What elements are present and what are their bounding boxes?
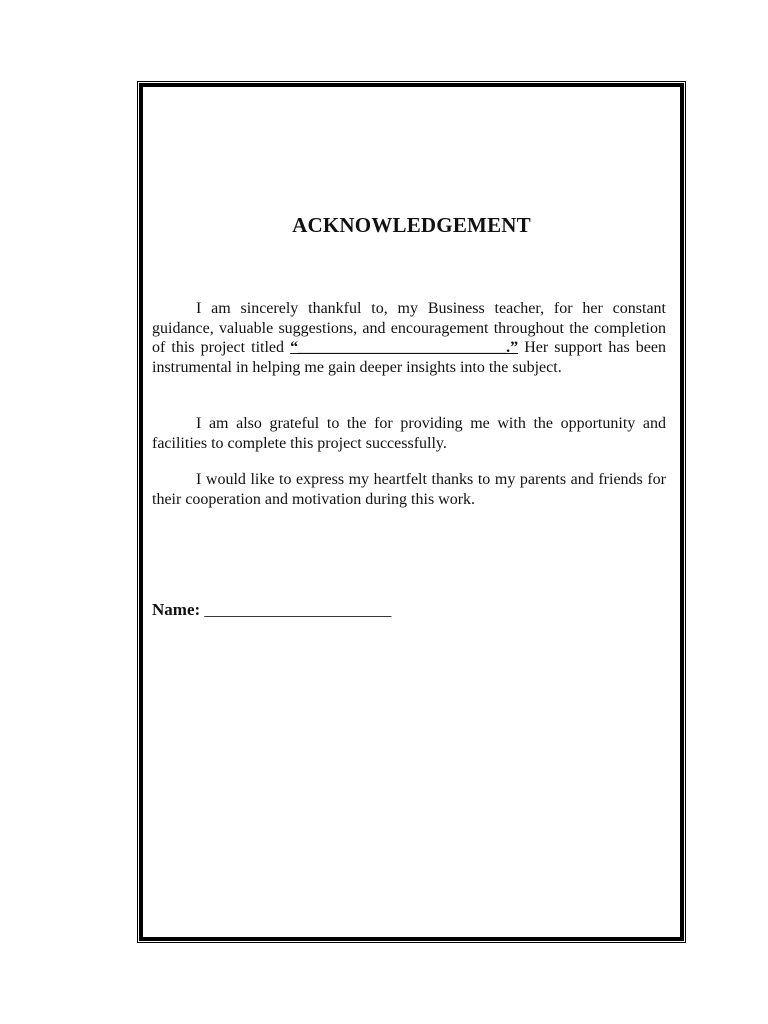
project-title-blank: “__________________________.” (290, 339, 519, 356)
name-blank: ______________________ (204, 600, 392, 619)
paragraph-thanks-parents: I would like to express my heartfelt thanks to my parents and friends for their cooperation and motivation during this work. (152, 471, 666, 508)
paragraph-thanks-institution: I am also grateful to the for providing me with the opportunity and facilities to complete this project successfully. (152, 415, 666, 452)
document-title: ACKNOWLEDGEMENT (292, 213, 531, 237)
name-line (152, 600, 391, 620)
page-border (139, 83, 684, 941)
name-label: Name: (152, 600, 201, 619)
paragraph1-text-after: Her support has been instrumental in helping me gain deeper insights into the subject. (152, 339, 667, 376)
paragraph1-text-before: I am sincerely thankful to, my Business teacher, for her constant guidance, valuable suggestions, and encouragement throughout the completion of this project titled (152, 300, 666, 356)
paragraph-thanks-teacher (152, 299, 666, 377)
